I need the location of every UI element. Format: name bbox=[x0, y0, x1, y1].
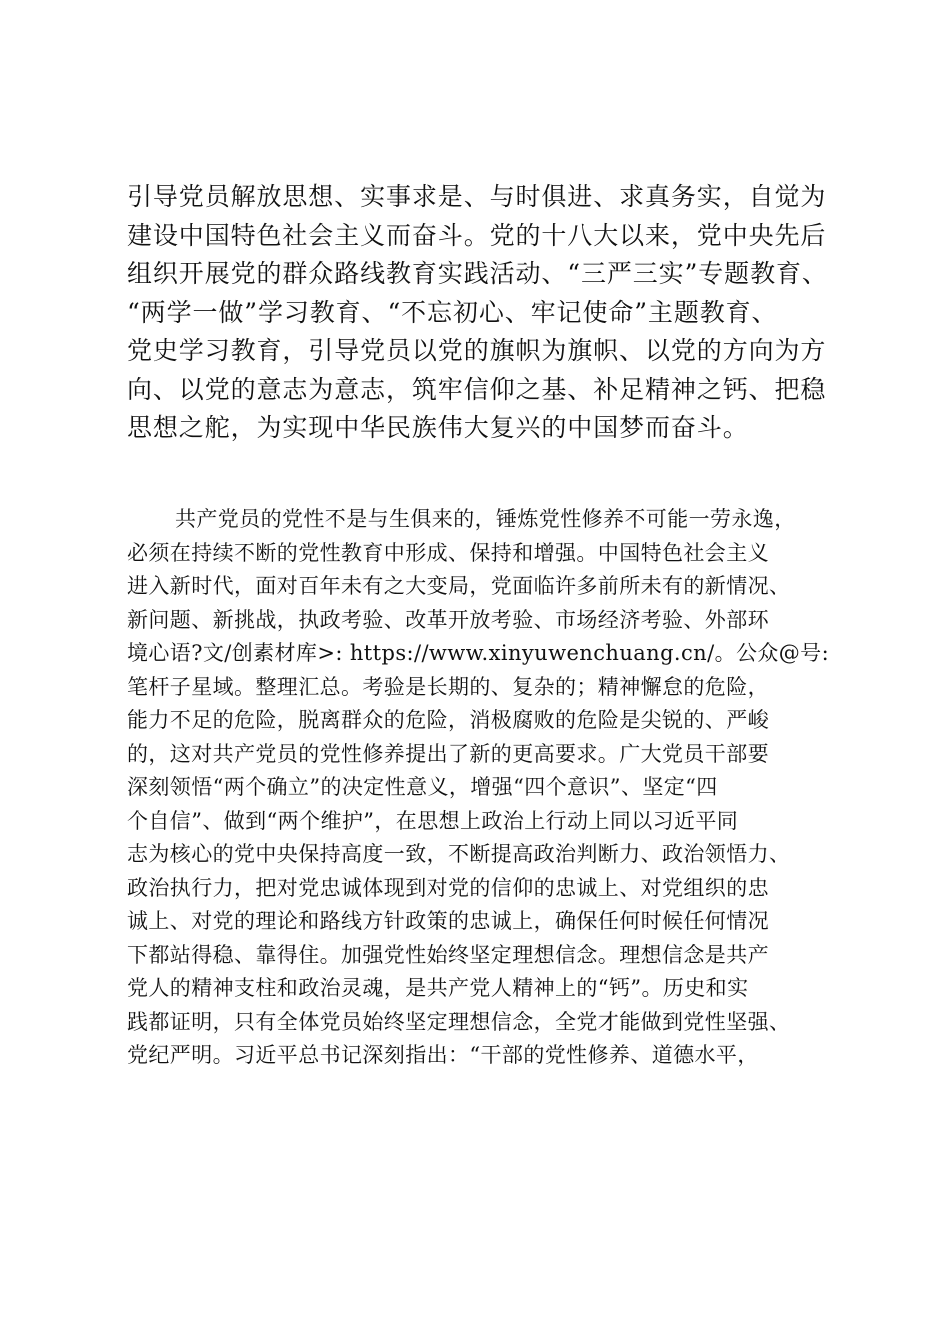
paragraph-1-line: 思想之舵，为实现中华民族伟大复兴的中国梦而奋斗。 bbox=[127, 413, 749, 442]
paragraph-1-line: 引导党员解放思想、实事求是、与时俱进、求真务实，自觉为 bbox=[127, 182, 827, 211]
paragraph-2-line: 共产党员的党性不是与生俱来的，锤炼党性修养不可能一劳永逸， bbox=[175, 507, 796, 531]
paragraph-2-line: 下都站得稳、靠得住。加强党性始终坚定理想信念。理想信念是共产 bbox=[127, 942, 769, 967]
paragraph-2-line: 进入新时代，面对百年未有之大变局，党面临许多前所未有的新情况、 bbox=[127, 574, 791, 598]
paragraph-2-line: 笔杆子星域。整理汇总。考验是长期的、复杂的；精神懈怠的危险， bbox=[127, 674, 769, 699]
paragraph-2-line: 党纪严明。习近平总书记深刻指出：“干部的党性修养、道德水平， bbox=[127, 1043, 759, 1067]
paragraph-2 bbox=[127, 503, 830, 1073]
paragraph-2-line: 践都证明，只有全体党员始终坚定理想信念，全党才能做到党性坚强、 bbox=[127, 1009, 791, 1034]
paragraph-2-line: 的，这对共产党员的党性修养提出了新的更高要求。广大党员干部要 bbox=[127, 741, 769, 766]
paragraph-1-line: 组织开展党的群众路线教育实践活动、“三严三实”专题教育、 bbox=[127, 259, 828, 288]
paragraph-1-line: 向、以党的意志为意志，筑牢信仰之基、补足精神之钙、把稳 bbox=[127, 374, 827, 404]
paragraph-2-line: 诚上、对党的理论和路线方针政策的忠诚上，确保任何时候任何情况 bbox=[127, 909, 769, 933]
paragraph-2-line: 新问题、新挑战，执政考验、改革开放考验、市场经济考验、外部环 bbox=[127, 607, 769, 632]
paragraph-2-line: 党人的精神支柱和政治灵魂，是共产党人精神上的“钙”。历史和实 bbox=[127, 976, 749, 1000]
paragraph-2-line-with-url: 境心语?文/创素材库>: https://www.xinyuwenchuang.cn/。公众@号: bbox=[127, 641, 830, 665]
paragraph-2-line: 必须在持续不断的党性教育中形成、保持和增强。中国特色社会主义 bbox=[127, 540, 769, 565]
paragraph-2-line: 志为核心的党中央保持高度一致，不断提高政治判断力、政治领悟力、 bbox=[127, 842, 791, 866]
paragraph-1-line: 党史学习教育，引导党员以党的旗帜为旗帜、以党的方向为方 bbox=[127, 336, 827, 365]
paragraph-2-line: 个自信”、做到“两个维护”，在思想上政治上行动上同以习近平同 bbox=[127, 808, 739, 833]
paragraph-2-line: 能力不足的危险，脱离群众的危险，消极腐败的危险是尖锐的、严峻 bbox=[127, 708, 769, 732]
paragraph-2-line: 政治执行力，把对党忠诚体现到对党的信仰的忠诚上、对党组织的忠 bbox=[127, 875, 769, 900]
paragraph-1-line: 建设中国特色社会主义而奋斗。党的十八大以来，党中央先后 bbox=[127, 220, 827, 250]
paragraph-1 bbox=[127, 178, 827, 448]
paragraph-1-line: “两学一做”学习教育、“不忘初心、牢记使命”主题教育、 bbox=[127, 297, 778, 327]
paragraph-2-line: 深刻领悟“两个确立”的决定性意义，增强“四个意识”、坚定“四 bbox=[127, 775, 718, 799]
